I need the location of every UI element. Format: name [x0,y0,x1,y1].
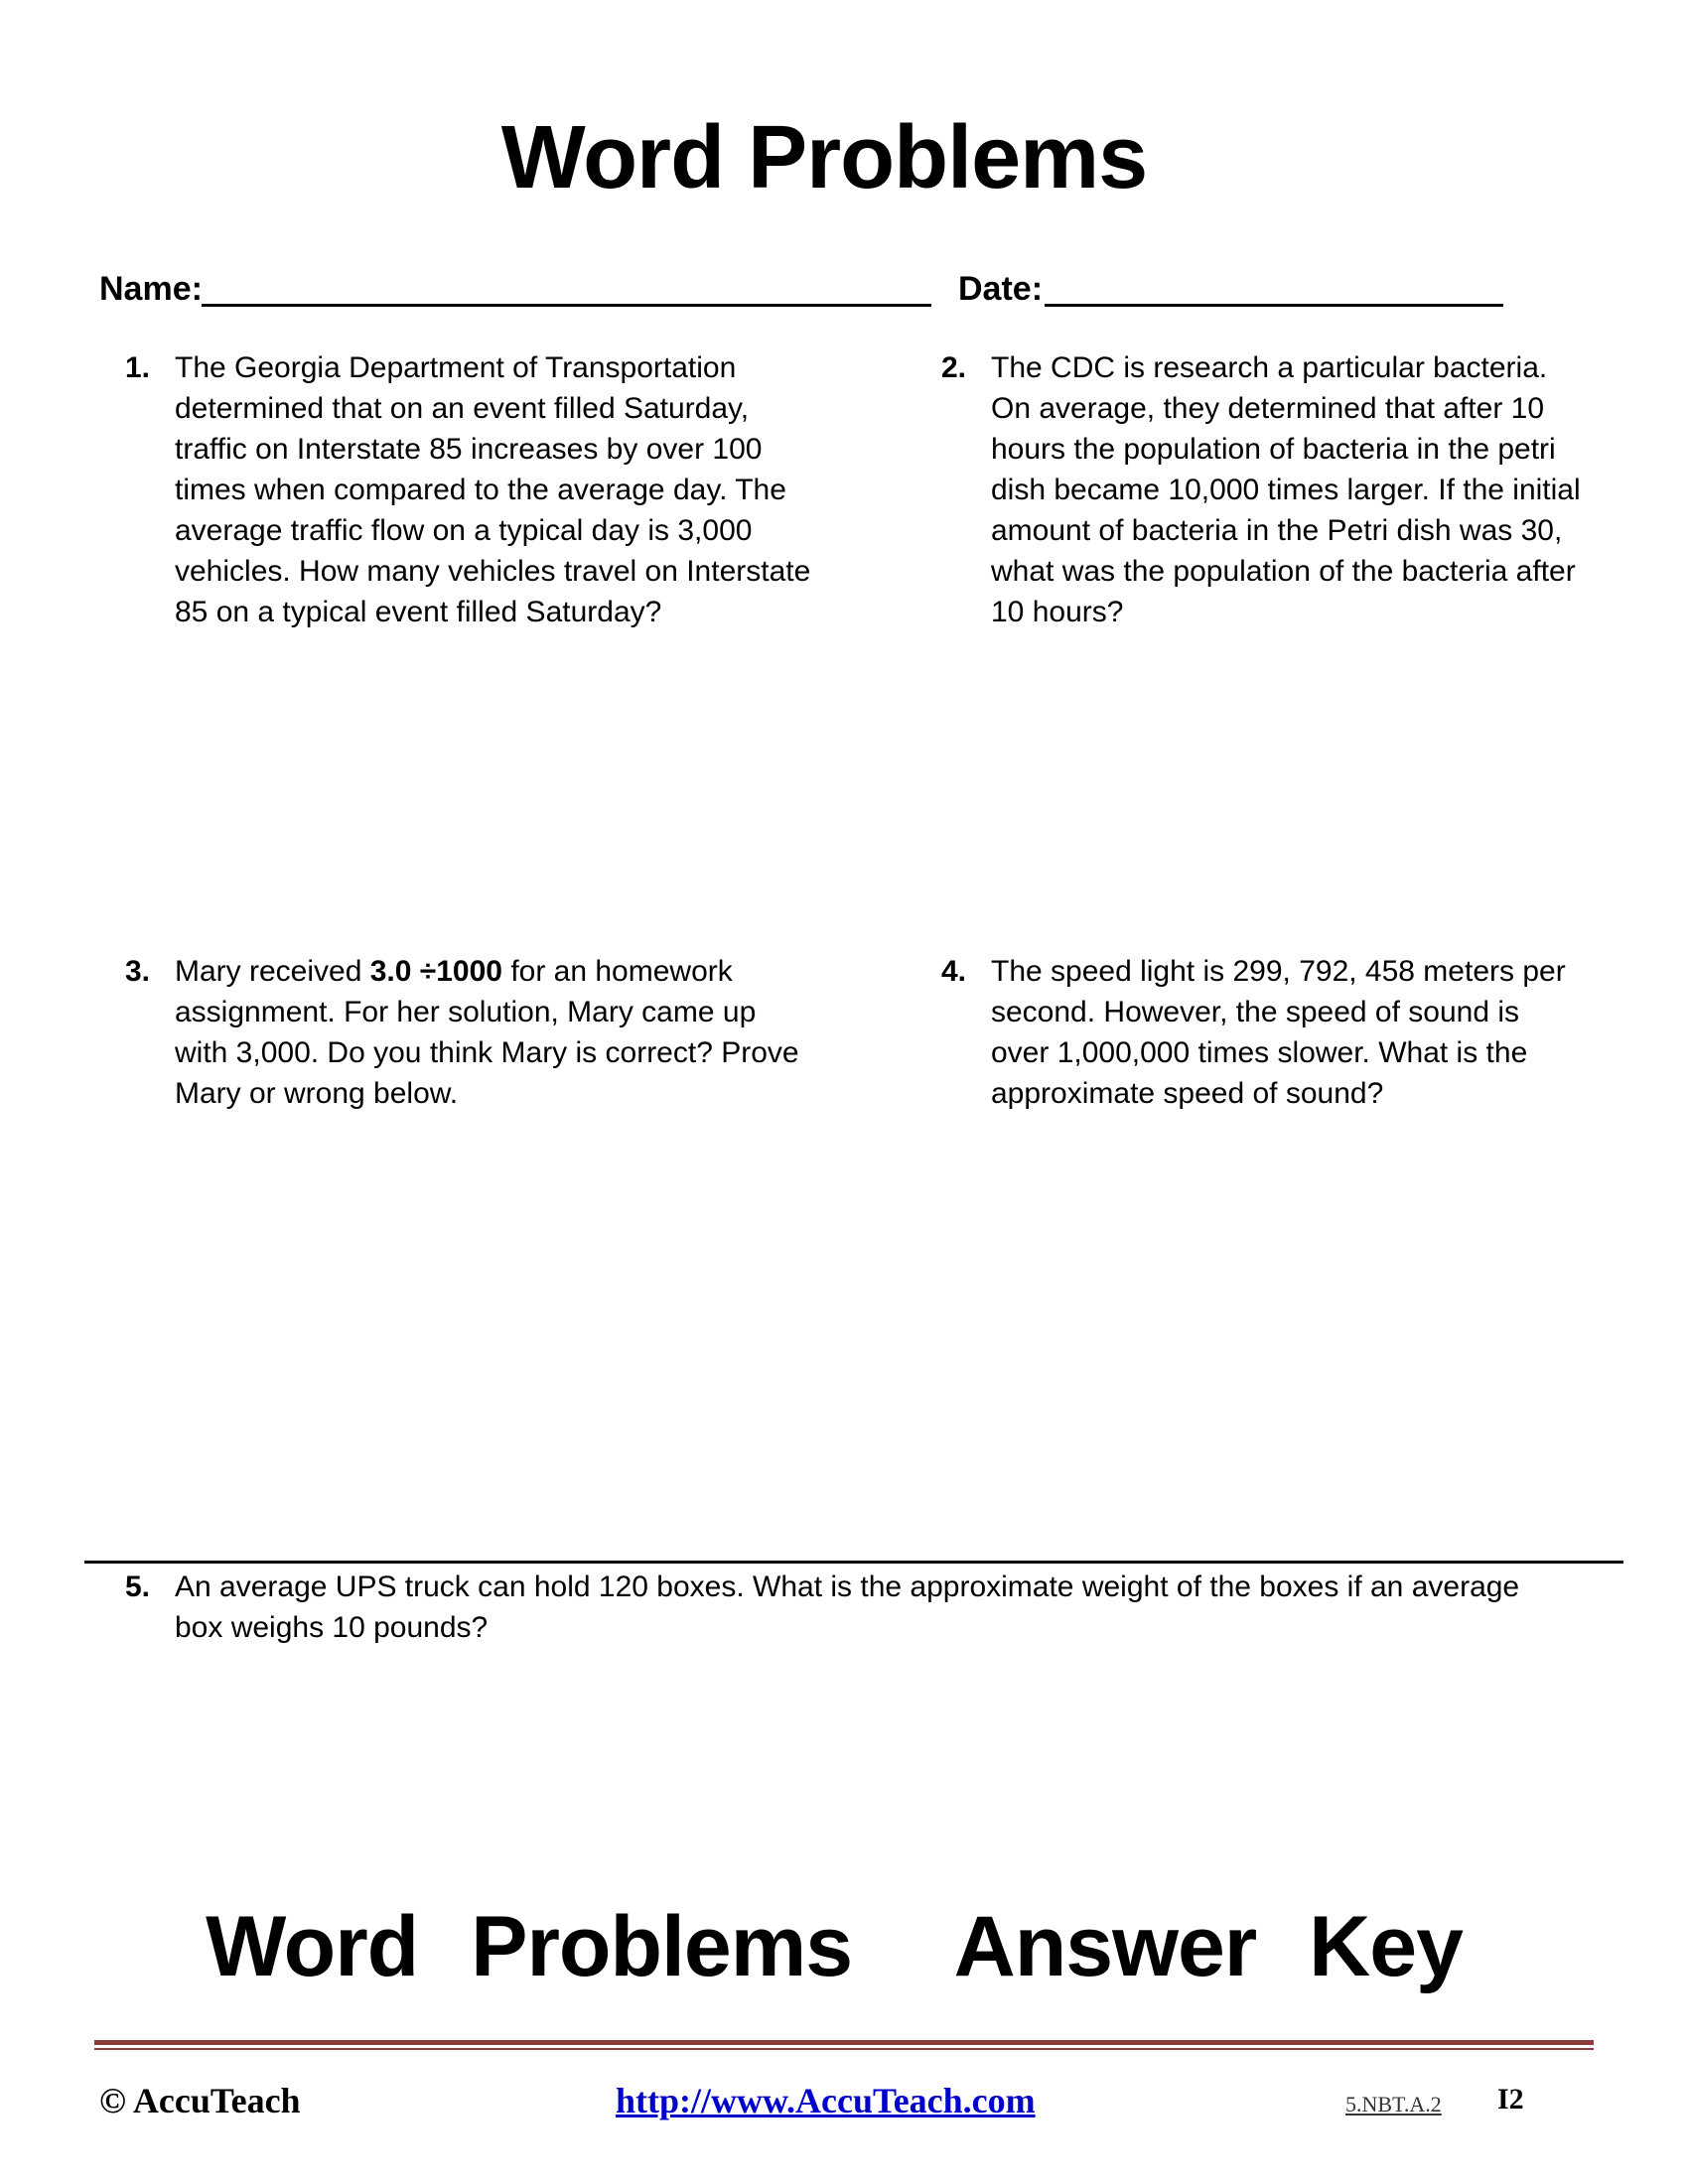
problem-number: 4. [941,955,967,988]
problem-number: 3. [125,955,151,988]
answer-key-title: Word Problems Answer Key [206,1899,1463,1994]
problem-1 [125,347,820,632]
date-label: Date: [958,270,1044,308]
problem-text: Mary received 3.0 ÷1000 for an homework assignment. For her solution, Mary came up with 3,000. Do you think Mary is correct? Prove Mary or wrong below. [175,955,799,1110]
name-field[interactable] [202,270,931,307]
problem-text: An average UPS truck can hold 120 boxes. What is the approximate weight of the boxes if an average box weighs 10 pounds? [175,1570,1520,1644]
problem-text: The speed light is 299, 792, 458 meters per second. However, the speed of sound is over 1,000,000 times slower. What is the approximate speed of sound? [991,955,1566,1110]
problem-text: The Georgia Department of Transportation determined that on an event filled Saturday, traffic on Interstate 85 increases by over 100 times when compared to the average day. The average traffic flow on a typical day is 3,000 vehicles. How many vehicles travel on Interstate 85 on a typical event filled Saturday? [175,351,811,628]
problem-5 [125,1567,1565,1648]
problem-4 [941,951,1567,1114]
problem-number: 5. [125,1570,151,1603]
problem-number: 1. [125,351,151,384]
problem-2 [941,347,1587,632]
page-number: I2 [1497,2083,1524,2116]
page-title: Word Problems [500,108,1148,207]
date-field[interactable] [1045,270,1503,307]
section-divider [84,1561,1623,1564]
problem-number: 2. [941,351,967,384]
problem-text: The CDC is research a particular bacteria. On average, they determined that after 10 hours the population of bacteria in the petri dish became 10,000 times larger. If the initial amount of bacteria in the Petri dish was 30, what was the population of the bacteria after 10 hours? [991,351,1581,628]
footer-divider-thin [94,2048,1594,2050]
name-label: Name: [99,270,203,308]
problem-expression: 3.0 ÷1000 [369,955,502,988]
copyright-text: © AccuTeach [99,2081,301,2120]
footer-divider [94,2040,1594,2045]
standard-code: 5.NBT.A.2 [1345,2092,1442,2116]
problem-3 [125,951,800,1114]
website-link[interactable]: http://www.AccuTeach.com [616,2081,1036,2120]
